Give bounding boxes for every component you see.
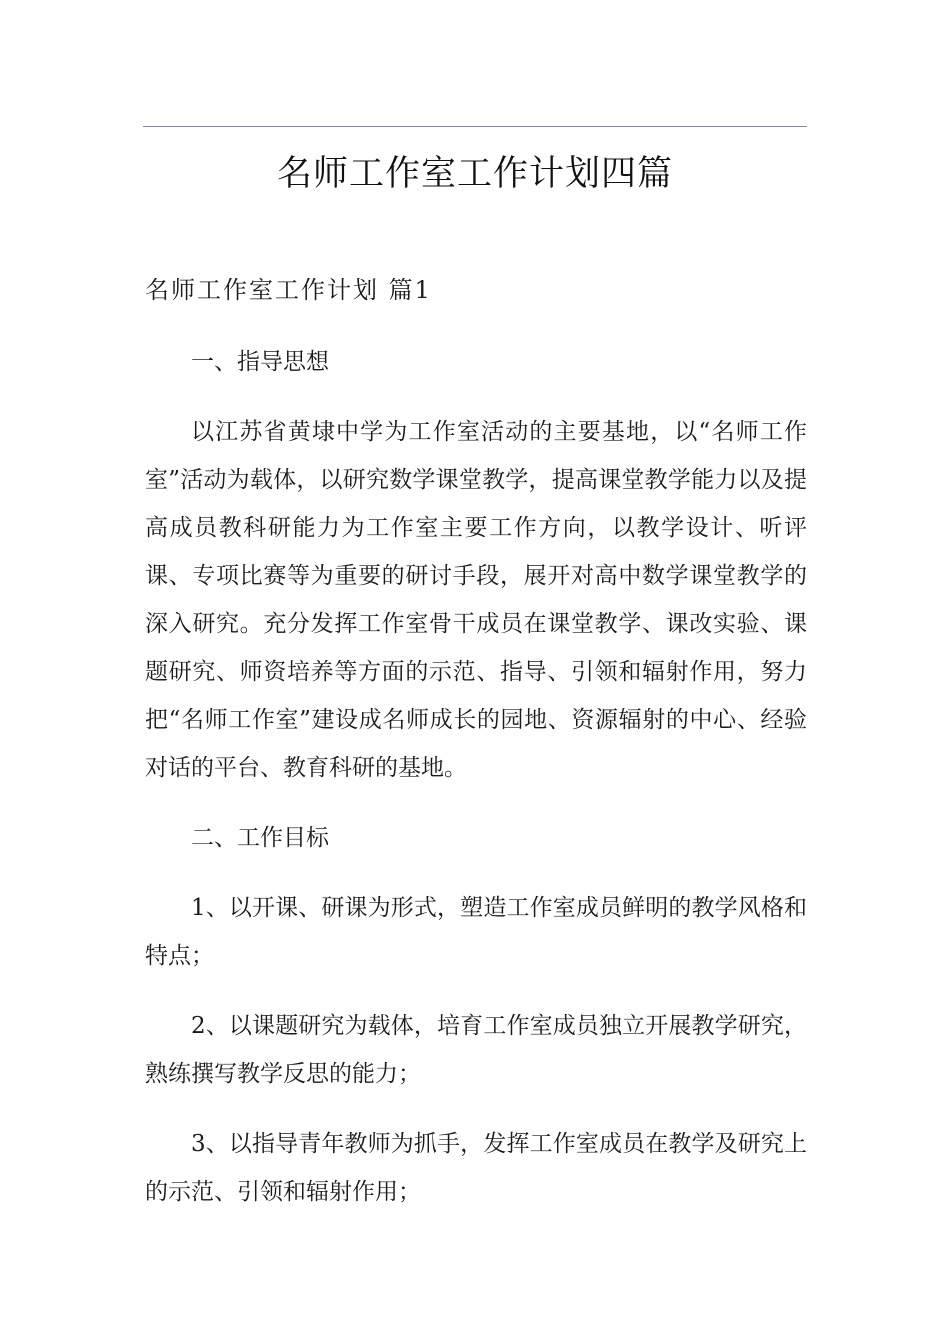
heading-guiding-ideology: 一、指导思想 (191, 349, 329, 375)
document-title: 名师工作室工作计划四篇 (276, 154, 673, 194)
document-body (145, 270, 807, 1238)
paragraph-guiding-ideology: 以江苏省黄埭中学为工作室活动的主要基地，以“名师工作室”活动为载体，以研究数学课堂教学，提高课堂教学能力以及提高成员教科研能力为工作室主要工作方向，以教学设计、听评课、专项比赛等为重要的研讨手段，展开对高中数学课堂教学的深入研究。充分发挥工作室骨干成员在课堂教学、课改实验、课题研究、师资培养等方面的示范、指导、引领和辐射作用，努力把“名师工作室”建设成名师成长的园地、资源辐射的中心、经验对话的平台、教育科研的基地。 (145, 419, 807, 781)
goal-item-2: 2、以课题研究为载体，培育工作室成员独立开展教学研究，熟练撰写教学反思的能力； (145, 1013, 807, 1087)
heading-work-goals: 二、工作目标 (191, 825, 329, 851)
goal-item-3: 3、以指导青年教师为抓手，发挥工作室成员在教学及研究上的示范、引领和辐射作用； (145, 1131, 807, 1205)
section-title: 名师工作室工作计划 篇1 (145, 276, 432, 304)
goal-item-1: 1、以开课、研课为形式，塑造工作室成员鲜明的教学风格和特点； (145, 895, 807, 969)
header-rule (143, 126, 807, 127)
